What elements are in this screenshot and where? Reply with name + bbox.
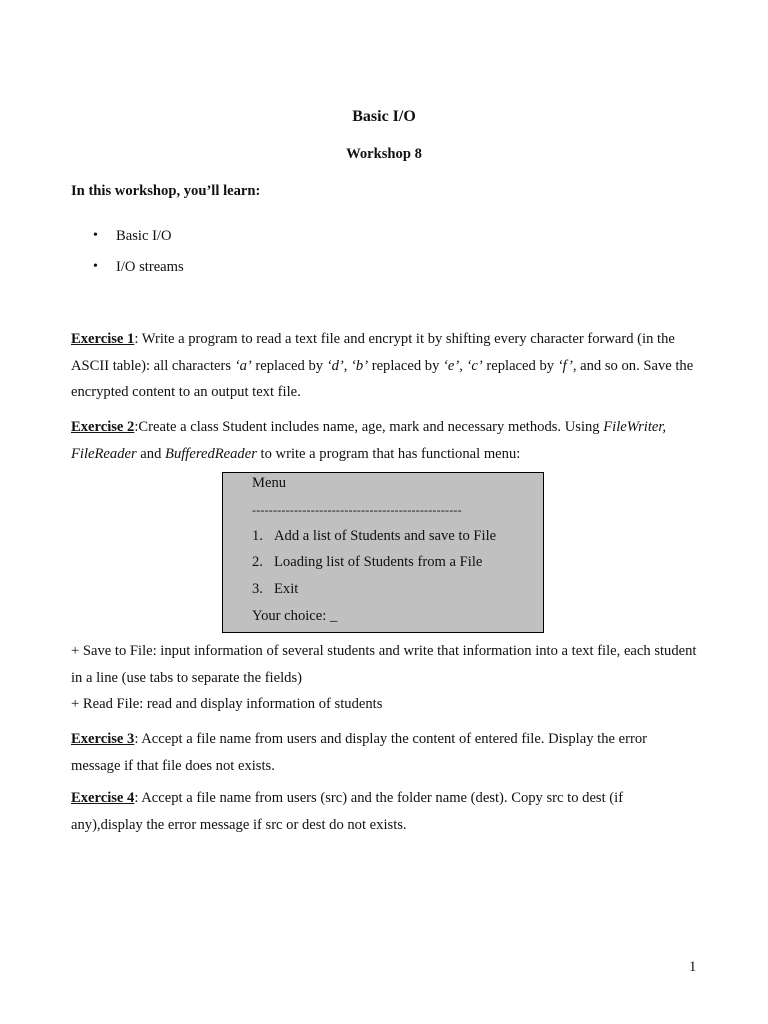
exercise-1-text: replaced by <box>368 357 444 374</box>
menu-item-number: 1. <box>252 528 263 544</box>
menu-item-number: 3. <box>252 581 263 597</box>
menu-divider: -------------------------------------------------- <box>252 503 462 517</box>
exercise-2-paragraph <box>71 414 697 467</box>
list-item-label: I/O streams <box>116 259 184 275</box>
menu-box <box>222 472 544 633</box>
menu-item <box>252 579 298 599</box>
menu-header: Menu <box>252 475 287 491</box>
exercise-2-text: :Create a class Student includes name, age, mark and necessary methods. Using <box>134 419 604 435</box>
class-bufferedreader: BufferedReader <box>165 445 257 462</box>
menu-item-label: Loading list of Students from a File <box>274 554 483 570</box>
exercise-1-text: replaced by <box>251 357 327 374</box>
exercise-1-text: , and so on. Save the encrypted content to an output text file. <box>71 357 694 400</box>
exercise-4-paragraph <box>71 785 697 838</box>
menu-item <box>252 526 496 546</box>
exercise-1-label: Exercise 1 <box>71 331 135 347</box>
list-item <box>71 225 184 256</box>
document-subtitle: Workshop 8 <box>346 146 422 162</box>
exercise-3-text: : Accept a file name from users and display the content of entered file. Display the error message if that file does not exists. <box>71 731 647 774</box>
menu-item-number: 2. <box>252 554 263 570</box>
class-filewriter: FileWriter, <box>603 419 667 435</box>
bullet-icon: • <box>93 228 98 243</box>
exercise-4-label: Exercise 4 <box>71 790 135 806</box>
intro-heading: In this workshop, you’ll learn: <box>71 183 261 199</box>
exercise-2-text: to write a program that has functional menu: <box>256 445 521 462</box>
char-a: ‘a’ <box>234 357 252 374</box>
save-note: + Save to File: input information of several students and write that information into a text file, each student in a line (use tabs to separate the fields) <box>71 643 697 686</box>
menu-prompt: Your choice: _ <box>252 608 338 624</box>
char-c: ‘c’ <box>466 357 483 374</box>
exercise-1-text: : Write a program to read a text file and encrypt it by shifting every character forward (in the ASCII table): all characters <box>71 331 675 374</box>
read-note: + Read File: read and display information of students <box>71 696 383 712</box>
char-e: ‘e’ <box>443 357 460 374</box>
exercise-2-text: and <box>136 445 166 462</box>
char-f: ‘f’ <box>557 357 573 374</box>
exercise-1-text: , <box>343 357 352 374</box>
exercise-1-paragraph <box>71 326 697 406</box>
class-filereader: FileReader <box>71 445 137 462</box>
exercise-3-label: Exercise 3 <box>71 731 135 747</box>
list-item-label: Basic I/O <box>116 228 172 244</box>
menu-item-label: Add a list of Students and save to File <box>274 528 497 544</box>
menu-item-label: Exit <box>274 581 299 597</box>
char-d: ‘d’ <box>326 357 344 374</box>
bullet-icon: • <box>93 259 98 274</box>
menu-item <box>252 552 482 572</box>
exercise-1-text: replaced by <box>482 357 558 374</box>
char-b: ‘b’ <box>351 357 369 374</box>
exercise-4-text: : Accept a file name from users (src) and the folder name (dest). Copy src to dest (if any),display the error message if src or dest do not exists. <box>71 790 624 833</box>
page-number: 1 <box>689 959 697 975</box>
document-title: Basic I/O <box>352 108 416 125</box>
exercise-3-paragraph <box>71 726 697 779</box>
list-item <box>71 256 184 287</box>
exercise-2-label: Exercise 2 <box>71 419 135 435</box>
exercise-1-text: , <box>459 357 467 374</box>
learning-list <box>71 225 184 287</box>
